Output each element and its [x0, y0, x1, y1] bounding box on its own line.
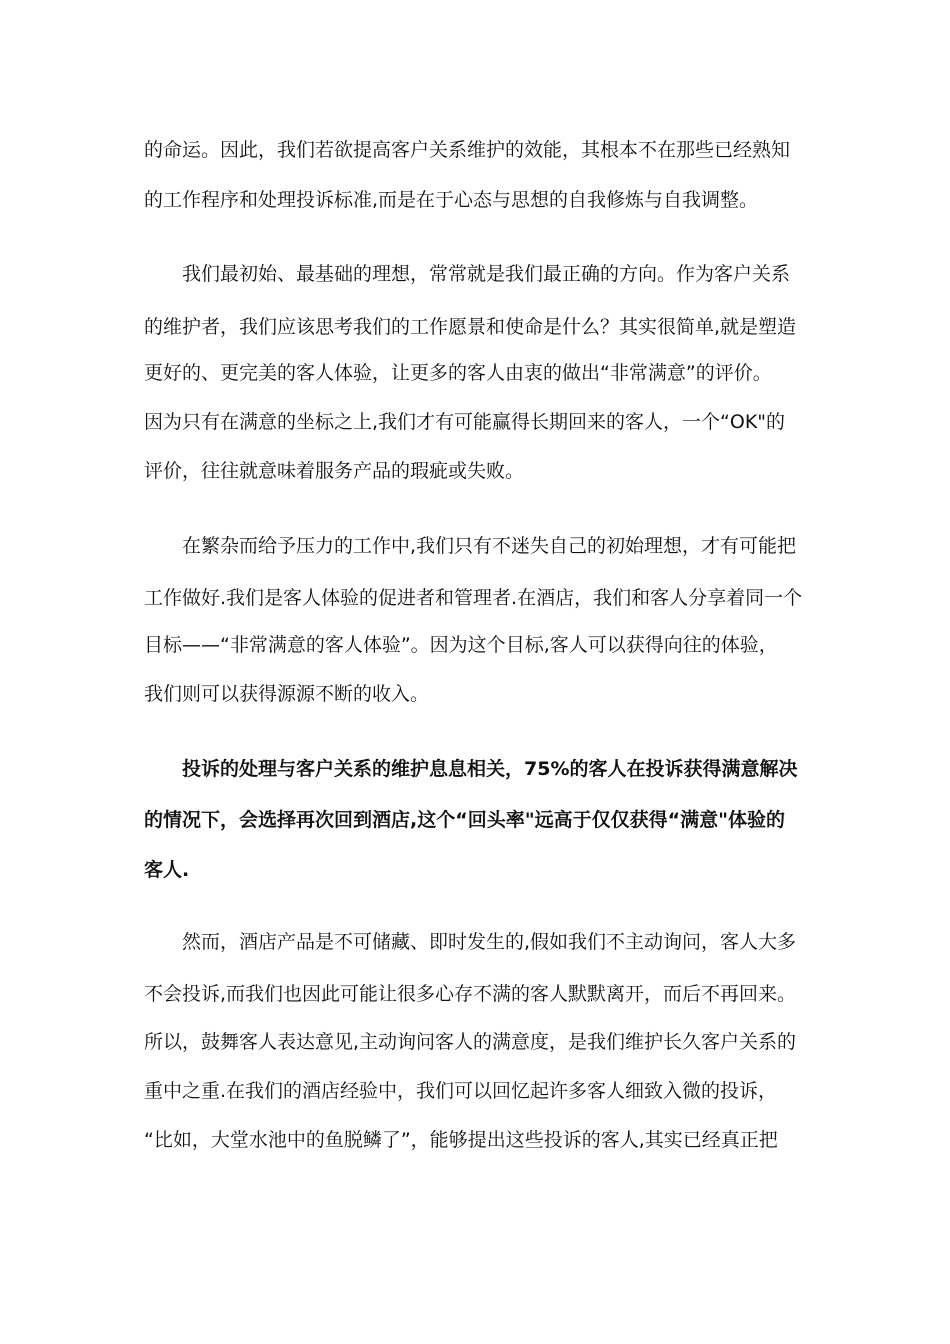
text-line: 的情况下，会选择再次回到酒店,这个“回头率"远高于仅仅获得“满意"体验的: [144, 809, 785, 831]
text-line: 在繁杂而给予压力的工作中,我们只有不迷失自己的初始理想，才有可能把: [182, 535, 797, 557]
text-line: 的工作程序和处理投诉标准,而是在于心态与思想的自我修炼与自我调整。: [144, 189, 759, 211]
text-line: “比如，大堂水池中的鱼脱鳞了”，能够提出这些投诉的客人,其实已经真正把: [144, 1129, 778, 1151]
text-line: 目标——“非常满意的客人体验”。因为这个目标,客人可以获得向往的体验，: [144, 634, 778, 656]
text-line: 不会投诉,而我们也因此可能让很多心存不满的客人默默离开，而后不再回来。: [144, 983, 797, 1005]
text-line: 工作做好.我们是客人体验的促进者和管理者.在酒店，我们和客人分享着同一个: [144, 587, 803, 609]
text-line: 的维护者，我们应该思考我们的工作愿景和使命是什么？其实很简单,就是塑造: [144, 316, 797, 338]
text-line: 我们最初始、最基础的理想，常常就是我们最正确的方向。作为客户关系: [182, 263, 791, 285]
text-line: 重中之重.在我们的酒店经验中，我们可以回忆起许多客人细致入微的投诉，: [144, 1080, 778, 1102]
text-line: 投诉的处理与客户关系的维护息息相关，75%的客人在投诉获得满意解决: [182, 758, 798, 780]
text-line: 因为只有在满意的坐标之上,我们才有可能赢得长期回来的客人，一个“OK"的: [144, 411, 786, 433]
text-line: 更好的、更完美的客人体验，让更多的客人由衷的做出“非常满意”的评价。: [144, 362, 772, 384]
text-line: 的命运。因此，我们若欲提高客户关系维护的效能，其根本不在那些已经熟知: [144, 139, 791, 161]
text-line: 客人.: [144, 859, 190, 881]
text-line: 评价，往往就意味着服务产品的瑕疵或失败。: [144, 460, 525, 482]
text-line: 然而，酒店产品是不可储藏、即时发生的,假如我们不主动询问，客人大多: [182, 931, 797, 953]
text-line: 我们则可以获得源源不断的收入。: [144, 683, 430, 705]
text-line: 所以，鼓舞客人表达意见,主动询问客人的满意度，是我们维护长久客户关系的: [144, 1031, 797, 1053]
